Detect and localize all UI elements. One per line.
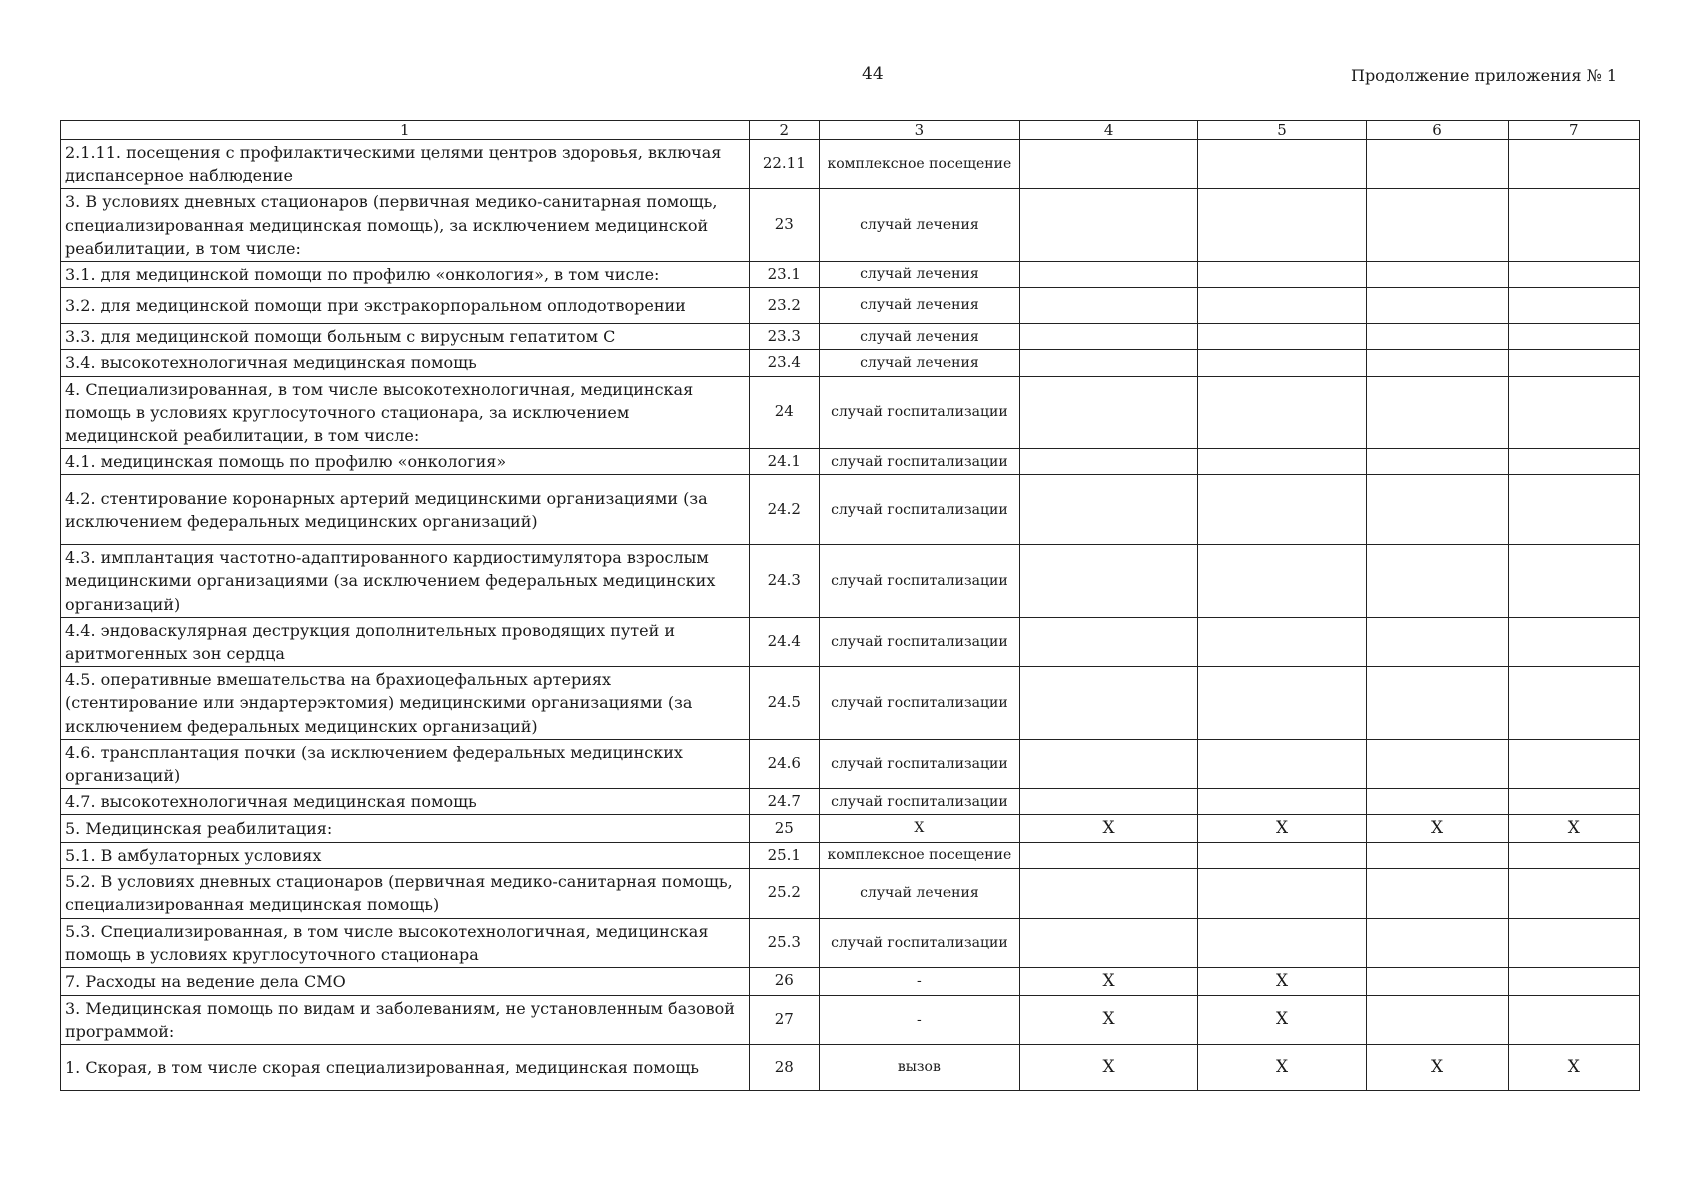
row-col7-cell: X bbox=[1508, 1044, 1639, 1090]
row-col5-cell bbox=[1198, 869, 1366, 918]
data-table bbox=[60, 120, 1640, 1091]
row-unit-cell: случай лечения bbox=[820, 261, 1020, 287]
row-col7-cell bbox=[1508, 140, 1639, 189]
row-code-cell: 23.1 bbox=[749, 261, 819, 287]
row-name-cell: 5.2. В условиях дневных стационаров (первичная медико-санитарная помощь, специализированная медицинская помощь) bbox=[61, 869, 750, 918]
row-code-cell: 24.1 bbox=[749, 449, 819, 475]
page-number: 44 bbox=[862, 64, 884, 84]
row-col6-cell bbox=[1366, 350, 1508, 376]
table-row bbox=[61, 995, 1640, 1044]
row-unit-cell: случай лечения bbox=[820, 869, 1020, 918]
row-col6-cell bbox=[1366, 189, 1508, 262]
table-row bbox=[61, 617, 1640, 666]
row-code-cell: 25.1 bbox=[749, 842, 819, 868]
row-col4-cell bbox=[1019, 739, 1198, 788]
row-name-cell: 4.4. эндоваскулярная деструкция дополнительных проводящих путей и аритмогенных зон сердца bbox=[61, 617, 750, 666]
row-col6-cell bbox=[1366, 140, 1508, 189]
row-unit-cell: X bbox=[820, 815, 1020, 843]
row-col4-cell bbox=[1019, 617, 1198, 666]
row-col4-cell bbox=[1019, 189, 1198, 262]
row-col4-cell bbox=[1019, 140, 1198, 189]
table-row bbox=[61, 376, 1640, 449]
column-header: 1 bbox=[61, 121, 750, 140]
row-col6-cell bbox=[1366, 288, 1508, 324]
row-name-cell: 3. В условиях дневных стационаров (первичная медико-санитарная помощь, специализированная медицинская помощь), за исключением медицинской реабилитации, в том числе: bbox=[61, 189, 750, 262]
row-unit-cell: случай госпитализации bbox=[820, 545, 1020, 618]
table-row bbox=[61, 967, 1640, 995]
row-col4-cell: X bbox=[1019, 967, 1198, 995]
row-name-cell: 5. Медицинская реабилитация: bbox=[61, 815, 750, 843]
row-col5-cell bbox=[1198, 189, 1366, 262]
row-col4-cell bbox=[1019, 789, 1198, 815]
row-code-cell: 24.4 bbox=[749, 617, 819, 666]
table-row bbox=[61, 288, 1640, 324]
table-row bbox=[61, 475, 1640, 545]
row-col5-cell: X bbox=[1198, 815, 1366, 843]
row-name-cell: 5.3. Специализированная, в том числе высокотехнологичная, медицинская помощь в условиях круглосуточного стационара bbox=[61, 918, 750, 967]
row-code-cell: 28 bbox=[749, 1044, 819, 1090]
column-header: 4 bbox=[1019, 121, 1198, 140]
row-col6-cell bbox=[1366, 617, 1508, 666]
header-row bbox=[61, 121, 1640, 140]
row-name-cell: 4.3. имплантация частотно-адаптированного кардиостимулятора взрослым медицинскими организациями (за исключением федеральных медицинских организаций) bbox=[61, 545, 750, 618]
row-col4-cell: X bbox=[1019, 815, 1198, 843]
row-name-cell: 4.6. трансплантация почки (за исключением федеральных медицинских организаций) bbox=[61, 739, 750, 788]
row-col6-cell: X bbox=[1366, 815, 1508, 843]
row-col5-cell bbox=[1198, 324, 1366, 350]
table-row bbox=[61, 842, 1640, 868]
row-code-cell: 25.2 bbox=[749, 869, 819, 918]
row-name-cell: 4.2. стентирование коронарных артерий медицинскими организациями (за исключением федеральных медицинских организаций) bbox=[61, 475, 750, 545]
row-code-cell: 23.4 bbox=[749, 350, 819, 376]
row-code-cell: 24.5 bbox=[749, 667, 819, 740]
row-col6-cell bbox=[1366, 995, 1508, 1044]
row-col7-cell bbox=[1508, 617, 1639, 666]
row-col4-cell bbox=[1019, 475, 1198, 545]
row-col7-cell bbox=[1508, 667, 1639, 740]
row-col5-cell bbox=[1198, 789, 1366, 815]
row-col6-cell bbox=[1366, 789, 1508, 815]
row-col6-cell bbox=[1366, 324, 1508, 350]
row-col7-cell bbox=[1508, 288, 1639, 324]
row-code-cell: 25 bbox=[749, 815, 819, 843]
row-col4-cell bbox=[1019, 350, 1198, 376]
table-row bbox=[61, 739, 1640, 788]
row-col4-cell bbox=[1019, 324, 1198, 350]
row-unit-cell: - bbox=[820, 995, 1020, 1044]
row-unit-cell: случай госпитализации bbox=[820, 449, 1020, 475]
row-col6-cell: X bbox=[1366, 1044, 1508, 1090]
row-code-cell: 23.2 bbox=[749, 288, 819, 324]
row-col7-cell bbox=[1508, 545, 1639, 618]
table-row bbox=[61, 140, 1640, 189]
row-unit-cell: вызов bbox=[820, 1044, 1020, 1090]
row-col4-cell bbox=[1019, 376, 1198, 449]
column-header: 7 bbox=[1508, 121, 1639, 140]
row-unit-cell: случай лечения bbox=[820, 288, 1020, 324]
row-name-cell: 4.5. оперативные вмешательства на брахиоцефальных артериях (стентирование или эндартерэктомия) медицинскими организациями (за исключением федеральных медицинских организаций) bbox=[61, 667, 750, 740]
row-col7-cell bbox=[1508, 475, 1639, 545]
row-col4-cell bbox=[1019, 842, 1198, 868]
row-col7-cell bbox=[1508, 967, 1639, 995]
table-row bbox=[61, 545, 1640, 618]
row-col5-cell bbox=[1198, 350, 1366, 376]
row-unit-cell: комплексное посещение bbox=[820, 842, 1020, 868]
row-col6-cell bbox=[1366, 918, 1508, 967]
row-col6-cell bbox=[1366, 449, 1508, 475]
row-unit-cell: случай госпитализации bbox=[820, 667, 1020, 740]
row-name-cell: 3.3. для медицинской помощи больным с вирусным гепатитом С bbox=[61, 324, 750, 350]
row-code-cell: 25.3 bbox=[749, 918, 819, 967]
row-col5-cell bbox=[1198, 545, 1366, 618]
row-col5-cell: X bbox=[1198, 995, 1366, 1044]
row-unit-cell: случай госпитализации bbox=[820, 376, 1020, 449]
row-col4-cell bbox=[1019, 667, 1198, 740]
row-code-cell: 26 bbox=[749, 967, 819, 995]
table-row bbox=[61, 918, 1640, 967]
row-unit-cell: случай лечения bbox=[820, 189, 1020, 262]
row-col6-cell bbox=[1366, 475, 1508, 545]
column-header: 2 bbox=[749, 121, 819, 140]
row-col4-cell bbox=[1019, 261, 1198, 287]
row-col7-cell bbox=[1508, 918, 1639, 967]
row-name-cell: 4.7. высокотехнологичная медицинская помощь bbox=[61, 789, 750, 815]
table-row bbox=[61, 815, 1640, 843]
row-col7-cell bbox=[1508, 739, 1639, 788]
row-col7-cell bbox=[1508, 869, 1639, 918]
column-header: 5 bbox=[1198, 121, 1366, 140]
row-col5-cell bbox=[1198, 261, 1366, 287]
table-row bbox=[61, 261, 1640, 287]
row-name-cell: 2.1.11. посещения с профилактическими целями центров здоровья, включая диспансерное наблюдение bbox=[61, 140, 750, 189]
row-code-cell: 23.3 bbox=[749, 324, 819, 350]
row-col7-cell bbox=[1508, 449, 1639, 475]
row-col7-cell bbox=[1508, 842, 1639, 868]
row-unit-cell: случай госпитализации bbox=[820, 739, 1020, 788]
row-name-cell: 3. Медицинская помощь по видам и заболеваниям, не установленным базовой программой: bbox=[61, 995, 750, 1044]
row-col4-cell bbox=[1019, 449, 1198, 475]
row-col4-cell bbox=[1019, 869, 1198, 918]
row-col6-cell bbox=[1366, 739, 1508, 788]
table-body bbox=[61, 140, 1640, 1091]
row-col7-cell bbox=[1508, 995, 1639, 1044]
row-code-cell: 24.7 bbox=[749, 789, 819, 815]
row-code-cell: 24.3 bbox=[749, 545, 819, 618]
row-col4-cell bbox=[1019, 545, 1198, 618]
row-col4-cell: X bbox=[1019, 995, 1198, 1044]
row-col7-cell bbox=[1508, 789, 1639, 815]
row-col5-cell: X bbox=[1198, 1044, 1366, 1090]
table-row bbox=[61, 350, 1640, 376]
row-col4-cell bbox=[1019, 918, 1198, 967]
row-name-cell: 7. Расходы на ведение дела СМО bbox=[61, 967, 750, 995]
row-code-cell: 24.2 bbox=[749, 475, 819, 545]
row-col5-cell bbox=[1198, 449, 1366, 475]
row-unit-cell: случай госпитализации bbox=[820, 617, 1020, 666]
row-unit-cell: - bbox=[820, 967, 1020, 995]
row-code-cell: 22.11 bbox=[749, 140, 819, 189]
row-unit-cell: случай госпитализации bbox=[820, 789, 1020, 815]
table-row bbox=[61, 324, 1640, 350]
row-col6-cell bbox=[1366, 842, 1508, 868]
row-code-cell: 24.6 bbox=[749, 739, 819, 788]
table-row bbox=[61, 789, 1640, 815]
row-unit-cell: случай лечения bbox=[820, 350, 1020, 376]
row-col5-cell bbox=[1198, 617, 1366, 666]
table-row bbox=[61, 449, 1640, 475]
row-name-cell: 1. Скорая, в том числе скорая специализированная, медицинская помощь bbox=[61, 1044, 750, 1090]
row-col6-cell bbox=[1366, 376, 1508, 449]
row-col7-cell bbox=[1508, 324, 1639, 350]
column-header: 6 bbox=[1366, 121, 1508, 140]
table-row bbox=[61, 667, 1640, 740]
row-col5-cell bbox=[1198, 918, 1366, 967]
table-row bbox=[61, 869, 1640, 918]
row-col5-cell bbox=[1198, 140, 1366, 189]
row-code-cell: 24 bbox=[749, 376, 819, 449]
row-col4-cell bbox=[1019, 288, 1198, 324]
row-unit-cell: случай лечения bbox=[820, 324, 1020, 350]
row-name-cell: 4.1. медицинская помощь по профилю «онкология» bbox=[61, 449, 750, 475]
row-col5-cell bbox=[1198, 667, 1366, 740]
row-code-cell: 27 bbox=[749, 995, 819, 1044]
row-name-cell: 4. Специализированная, в том числе высокотехнологичная, медицинская помощь в условиях круглосуточного стационара, за исключением медицинской реабилитации, в том числе: bbox=[61, 376, 750, 449]
row-col7-cell bbox=[1508, 350, 1639, 376]
row-name-cell: 3.4. высокотехнологичная медицинская помощь bbox=[61, 350, 750, 376]
row-col7-cell bbox=[1508, 376, 1639, 449]
row-col5-cell bbox=[1198, 475, 1366, 545]
row-col4-cell: X bbox=[1019, 1044, 1198, 1090]
row-col5-cell bbox=[1198, 739, 1366, 788]
header-note: Продолжение приложения № 1 bbox=[1350, 66, 1617, 85]
column-header: 3 bbox=[820, 121, 1020, 140]
row-col5-cell: X bbox=[1198, 967, 1366, 995]
table-row bbox=[61, 189, 1640, 262]
row-unit-cell: комплексное посещение bbox=[820, 140, 1020, 189]
row-col6-cell bbox=[1366, 967, 1508, 995]
row-name-cell: 3.2. для медицинской помощи при экстракорпоральном оплодотворении bbox=[61, 288, 750, 324]
row-name-cell: 5.1. В амбулаторных условиях bbox=[61, 842, 750, 868]
row-col5-cell bbox=[1198, 842, 1366, 868]
row-col6-cell bbox=[1366, 261, 1508, 287]
row-col7-cell bbox=[1508, 189, 1639, 262]
row-col7-cell: X bbox=[1508, 815, 1639, 843]
row-unit-cell: случай госпитализации bbox=[820, 475, 1020, 545]
row-col5-cell bbox=[1198, 376, 1366, 449]
row-code-cell: 23 bbox=[749, 189, 819, 262]
row-unit-cell: случай госпитализации bbox=[820, 918, 1020, 967]
row-col6-cell bbox=[1366, 869, 1508, 918]
row-col5-cell bbox=[1198, 288, 1366, 324]
row-name-cell: 3.1. для медицинской помощи по профилю «онкология», в том числе: bbox=[61, 261, 750, 287]
row-col6-cell bbox=[1366, 545, 1508, 618]
table-row bbox=[61, 1044, 1640, 1090]
row-col6-cell bbox=[1366, 667, 1508, 740]
row-col7-cell bbox=[1508, 261, 1639, 287]
